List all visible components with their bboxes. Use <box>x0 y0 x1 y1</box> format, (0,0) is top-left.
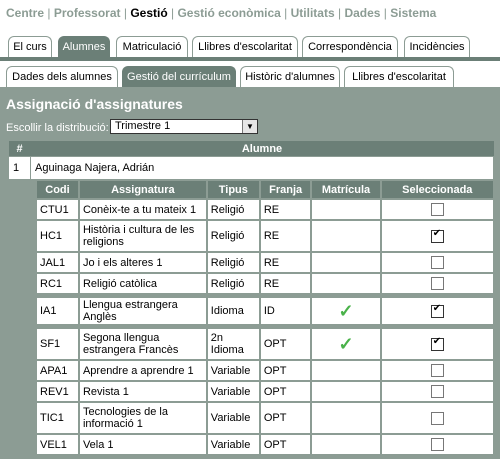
cell-code: JAL1 <box>36 252 79 273</box>
nav-link-3[interactable]: Gestió econòmica <box>177 6 281 20</box>
cell-code: VEL1 <box>36 434 79 455</box>
chevron-down-icon[interactable]: ▼ <box>242 120 257 133</box>
cell-selected <box>381 252 494 273</box>
cell-selected <box>381 328 494 360</box>
nav-link-4[interactable]: Utilitats <box>290 6 335 20</box>
cell-selected <box>381 360 494 381</box>
sub-tab-0[interactable]: Dades dels alumnes <box>6 66 118 87</box>
nav-link-6[interactable]: Sistema <box>390 6 437 20</box>
table-row <box>36 199 494 220</box>
cell-code: SF1 <box>36 328 79 360</box>
cell-type: Religió <box>207 252 260 273</box>
selected-checkbox[interactable] <box>431 277 444 290</box>
student-table <box>8 141 494 180</box>
table-row <box>36 381 494 402</box>
cell-code: IA1 <box>36 297 79 325</box>
student-name: Aguinaga Najera, Adrián <box>31 157 494 180</box>
cell-name: Vela 1 <box>79 434 207 455</box>
cell-slot: RE <box>260 199 312 220</box>
cell-enrolled <box>311 360 380 381</box>
main-tab-3[interactable]: Llibres d'escolaritat <box>192 36 298 57</box>
cell-enrolled <box>311 434 380 455</box>
cell-slot: OPT <box>260 360 312 381</box>
main-tab-2[interactable]: Matriculació <box>116 36 188 57</box>
cell-name: Aprendre a aprendre 1 <box>79 360 207 381</box>
nav-separator: | <box>120 6 131 20</box>
nav-link-2[interactable]: Gestió <box>130 6 168 20</box>
distribution-label: Escollir la distribució: <box>6 122 109 134</box>
cell-slot: OPT <box>260 402 312 434</box>
nav-separator: | <box>334 6 345 20</box>
cell-type: Variable <box>207 402 260 434</box>
content-panel <box>0 87 500 459</box>
main-tabs-underline <box>0 57 500 61</box>
main-tab-4[interactable]: Correspondència <box>302 36 398 57</box>
cell-name: Religió catòlica <box>79 273 207 294</box>
cell-slot: ID <box>260 297 312 325</box>
checkmark-icon: ✓ <box>338 333 354 354</box>
cell-code: APA1 <box>36 360 79 381</box>
cell-name: Segona llengua estrangera Francès <box>79 328 207 360</box>
cell-selected <box>381 220 494 252</box>
selected-checkbox[interactable] <box>431 230 444 243</box>
cell-type: Religió <box>207 199 260 220</box>
cell-selected <box>381 381 494 402</box>
cell-selected <box>381 402 494 434</box>
cell-selected <box>381 434 494 455</box>
cell-selected <box>381 297 494 325</box>
cell-type: Religió <box>207 220 260 252</box>
cell-slot: RE <box>260 220 312 252</box>
table-row <box>36 220 494 252</box>
selected-checkbox[interactable] <box>431 305 444 318</box>
selected-checkbox[interactable] <box>431 385 444 398</box>
cell-name: Revista 1 <box>79 381 207 402</box>
table-row <box>36 360 494 381</box>
cell-enrolled <box>311 220 380 252</box>
cell-selected <box>381 273 494 294</box>
table-row <box>36 252 494 273</box>
cell-name: Tecnologies de la informació 1 <box>79 402 207 434</box>
nav-separator: | <box>44 6 54 20</box>
subjects-table <box>36 180 494 455</box>
sub-tabs <box>0 66 500 88</box>
nav-link-0[interactable]: Centre <box>6 6 45 20</box>
cell-enrolled <box>311 381 380 402</box>
cell-enrolled <box>311 402 380 434</box>
cell-type: Variable <box>207 381 260 402</box>
cell-type: Variable <box>207 434 260 455</box>
nav-separator: | <box>280 6 291 20</box>
cell-name: Història i cultura de les religions <box>79 220 207 252</box>
table-row <box>36 402 494 434</box>
cell-name: Llengua estrangera Anglès <box>79 297 207 325</box>
col-header-number: # <box>9 141 31 157</box>
col-header-1: Assignatura <box>79 180 207 199</box>
main-tab-0[interactable]: El curs <box>8 36 52 57</box>
nav-separator: | <box>380 6 391 20</box>
nav-link-1[interactable]: Professorat <box>53 6 121 20</box>
selected-checkbox[interactable] <box>431 203 444 216</box>
selected-checkbox[interactable] <box>431 256 444 269</box>
cell-slot: OPT <box>260 381 312 402</box>
selected-checkbox[interactable] <box>431 438 444 451</box>
cell-code: CTU1 <box>36 199 79 220</box>
main-tab-5[interactable]: Incidències <box>404 36 470 57</box>
table-row <box>36 273 494 294</box>
cell-name: Conèix-te a tu mateix 1 <box>79 199 207 220</box>
col-header-3: Franja <box>260 180 312 199</box>
top-navigation <box>6 6 436 20</box>
cell-type: 2n Idioma <box>207 328 260 360</box>
cell-enrolled <box>311 297 380 325</box>
col-header-5: Seleccionada <box>381 180 494 199</box>
col-header-4: Matrícula <box>311 180 380 199</box>
cell-enrolled <box>311 199 380 220</box>
page-title: Assignació d'assignatures <box>6 96 183 112</box>
cell-slot: OPT <box>260 328 312 360</box>
sub-tab-1[interactable]: Gestió del currículum <box>122 66 236 87</box>
cell-code: RC1 <box>36 273 79 294</box>
selected-checkbox[interactable] <box>431 412 444 425</box>
main-tab-1[interactable]: Alumnes <box>58 36 110 57</box>
table-row <box>36 328 494 360</box>
cell-slot: OPT <box>260 434 312 455</box>
distribution-select[interactable] <box>110 119 258 134</box>
distribution-select-value: Trimestre 1 <box>115 120 171 132</box>
cell-name: Jo i els alteres 1 <box>79 252 207 273</box>
cell-selected <box>381 199 494 220</box>
col-header-2: Tipus <box>207 180 260 199</box>
cell-enrolled <box>311 273 380 294</box>
cell-code: TIC1 <box>36 402 79 434</box>
cell-slot: RE <box>260 273 312 294</box>
cell-type: Variable <box>207 360 260 381</box>
cell-type: Idioma <box>207 297 260 325</box>
table-row <box>36 434 494 455</box>
selected-checkbox[interactable] <box>431 338 444 351</box>
sub-tab-3[interactable]: Llibres d'escolaritat <box>344 66 454 87</box>
col-header-0: Codi <box>36 180 79 199</box>
cell-slot: RE <box>260 252 312 273</box>
col-header-student: Alumne <box>31 141 494 157</box>
nav-link-5[interactable]: Dades <box>344 6 381 20</box>
table-row <box>36 297 494 325</box>
cell-type: Religió <box>207 273 260 294</box>
cell-code: HC1 <box>36 220 79 252</box>
cell-enrolled <box>311 252 380 273</box>
nav-separator: | <box>167 6 178 20</box>
checkmark-icon: ✓ <box>338 300 354 321</box>
sub-tab-2[interactable]: Històric d'alumnes <box>240 66 340 87</box>
cell-enrolled <box>311 328 380 360</box>
student-row-number: 1 <box>9 157 31 180</box>
cell-code: REV1 <box>36 381 79 402</box>
selected-checkbox[interactable] <box>431 364 444 377</box>
